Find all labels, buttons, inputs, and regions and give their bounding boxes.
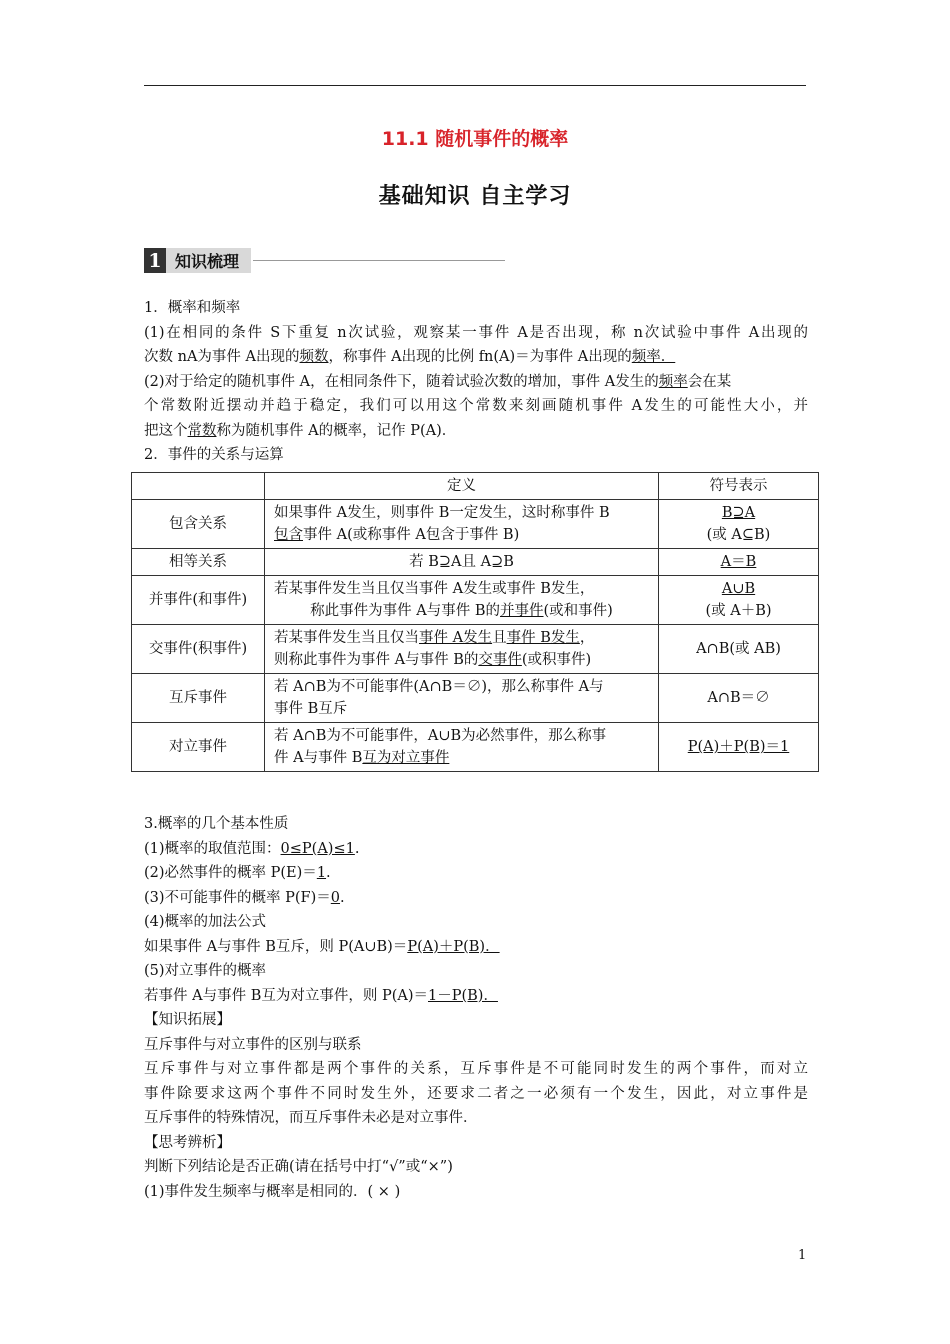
think-title: 【思考辨析】	[144, 1134, 231, 1151]
chapter-title: 11.1 随机事件的概率	[381, 128, 569, 150]
relation-definition	[265, 500, 659, 549]
page-number: 1	[798, 1248, 807, 1263]
relation-definition	[265, 674, 659, 723]
text: (或 A＋B)	[705, 603, 772, 619]
relation-symbol	[659, 576, 819, 625]
paragraph-line: 事件除要求这两个事件不同时发生外，还要求二者之一必须有一个发生，因此，对立事件是	[144, 1085, 808, 1102]
relation-symbol	[659, 723, 819, 772]
event-relations-table	[131, 472, 819, 772]
relation-definition: 若 B⊇A且 A⊇B	[265, 549, 659, 576]
text-line	[274, 747, 649, 769]
relation-symbol: A∩B(或 AB)	[659, 625, 819, 674]
text: (或和事件)	[543, 603, 613, 619]
blank-answer: 并事件	[500, 603, 544, 619]
text: .	[340, 889, 345, 906]
list-item: (4)概率的加法公式	[144, 914, 267, 930]
table-row	[132, 576, 819, 625]
blank-answer: 事件 B发生	[506, 630, 580, 646]
table-row	[132, 674, 819, 723]
text: ，	[579, 630, 595, 646]
section-badge	[144, 248, 505, 273]
table-row	[132, 625, 819, 674]
text: (或 A⊆B)	[706, 527, 771, 543]
table-header-symbol: 符号表示	[659, 473, 819, 500]
text: (或积事件)	[521, 652, 592, 668]
text: .	[326, 865, 331, 881]
text-line	[274, 600, 649, 622]
blank-answer: 互为对立事件	[362, 750, 450, 766]
text: 件 A与事件 B	[274, 750, 363, 766]
text: 如果事件 A发生，则事件 B一定发生，这时称事件 B	[274, 505, 610, 521]
blank-answer: 频率．	[631, 349, 676, 365]
relation-name: 对立事件	[132, 723, 265, 772]
paragraph-line	[144, 345, 808, 370]
text: 若事件 A与事件 B互为对立事件，则 P(A)＝	[144, 987, 428, 1004]
paragraph-line: 互斥事件与对立事件都是两个事件的关系，互斥事件是不可能同时发生的两个事件，而对立	[144, 1061, 808, 1077]
text: ，称事件 A出现的比例 fn(A)＝为事件 A出现的	[328, 349, 632, 365]
knowledge-extension-subtitle: 互斥事件与对立事件的区别与联系	[144, 1036, 362, 1053]
relation-name: 包含关系	[132, 500, 265, 549]
text-line	[274, 524, 649, 546]
badge-label: 知识梳理	[166, 248, 251, 273]
text: 次数 nA为事件 A出现的	[144, 349, 300, 365]
relation-symbol: A∩B＝∅	[659, 674, 819, 723]
text-line	[274, 627, 649, 649]
blank-answer: 0≤P(A)≤1	[280, 840, 355, 857]
text: 把这个	[144, 422, 188, 439]
list-item	[144, 984, 808, 1009]
paragraph-line: (1)在相同的条件 S下重复 n次试验，观察某一事件 A是否出现，称 n次试验中事件 A出现的	[144, 324, 808, 341]
text: 事件 A(或称事件 A包含于事件 B)	[303, 527, 520, 543]
table-cell	[132, 473, 265, 500]
relation-symbol	[659, 549, 819, 576]
text: (2)对于给定的随机事件 A，在相同条件下，随着试验次数的增加，事件 A发生的	[144, 373, 659, 390]
blank-answer: 频数	[299, 349, 329, 365]
text: 若某事件发生当且仅当	[274, 630, 419, 646]
relation-name: 交事件(积事件)	[132, 625, 265, 674]
section-title: 基础知识 自主学习	[378, 184, 572, 209]
list-item	[144, 886, 808, 911]
list-item: (5)对立事件的概率	[144, 963, 267, 979]
table-header-definition: 定义	[265, 473, 659, 500]
paragraph-line	[144, 419, 808, 444]
section-properties	[144, 812, 808, 1204]
heading-1: 1．概率和频率	[144, 300, 241, 316]
badge-number: 1	[144, 248, 166, 273]
think-intro: 判断下列结论是否正确(请在括号中打“√”或“×”)	[144, 1159, 453, 1175]
blank-answer: 常数	[187, 422, 217, 439]
text: 若 A∩B为不可能事件，A∪B为必然事件，那么称事	[274, 728, 607, 744]
blank-answer: 事件 A发生	[419, 630, 493, 646]
text: .	[354, 840, 360, 857]
blank-answer: 交事件	[478, 652, 522, 668]
text: 则称此事件为事件 A与事件 B的	[274, 652, 479, 668]
badge-line	[253, 260, 505, 261]
text: (2)必然事件的概率 P(E)＝	[144, 865, 317, 881]
knowledge-extension-title: 【知识拓展】	[144, 1012, 231, 1028]
section-probability-frequency	[144, 296, 808, 468]
paragraph-line: 互斥事件的特殊情况，而互斥事件未必是对立事件．	[144, 1110, 478, 1126]
table-row	[132, 549, 819, 576]
think-question: (1)事件发生频率与概率是相同的．( × )	[144, 1183, 401, 1200]
paragraph-line: 个常数附近摆动并趋于稳定，我们可以用这个常数来刻画随机事件 A发生的可能性大小，并	[144, 398, 808, 414]
text: 会在某	[687, 373, 732, 390]
relation-definition	[265, 576, 659, 625]
blank-answer: 1－P(B)．	[428, 987, 498, 1004]
blank-answer: 频率	[658, 373, 688, 390]
table-row	[132, 723, 819, 772]
blank-answer: 1	[316, 865, 327, 881]
list-item	[144, 837, 808, 862]
relation-name: 相等关系	[132, 549, 265, 576]
text: 事件 B互斥	[274, 701, 348, 717]
blank-answer: B⊇A	[721, 505, 756, 521]
text: 若某事件发生当且仅当事件 A发生或事件 B发生，	[274, 581, 595, 597]
heading-2: 2．事件的关系与运算	[144, 447, 284, 463]
relation-definition	[265, 723, 659, 772]
text: 称为随机事件 A的概率，记作 P(A)．	[216, 422, 457, 439]
text: (1)概率的取值范围：	[144, 840, 281, 857]
paragraph-line	[144, 370, 808, 395]
table-header-row	[132, 473, 819, 500]
blank-answer: A＝B	[720, 554, 757, 570]
blank-answer: 包含	[274, 527, 303, 543]
list-item	[144, 935, 808, 960]
text: 如果事件 A与事件 B互斥，则 P(A∪B)＝	[144, 938, 408, 955]
blank-answer: P(A)＋P(B)＝1	[687, 739, 790, 755]
text: 若 A∩B为不可能事件(A∩B＝∅)，那么称事件 A与	[274, 679, 604, 695]
table-row	[132, 500, 819, 549]
relation-name: 并事件(和事件)	[132, 576, 265, 625]
heading-3: 3.概率的几个基本性质	[144, 816, 289, 832]
blank-answer: 0	[330, 889, 341, 906]
header-rule	[144, 85, 806, 86]
relation-definition	[265, 625, 659, 674]
text: (3)不可能事件的概率 P(F)＝	[144, 889, 331, 906]
list-item	[144, 861, 808, 886]
text-line	[274, 649, 649, 671]
text: 且	[492, 630, 507, 646]
blank-answer: P(A)＋P(B)．	[407, 938, 500, 955]
text: 称此事件为事件 A与事件 B的	[310, 603, 501, 619]
relation-name: 互斥事件	[132, 674, 265, 723]
relation-symbol	[659, 500, 819, 549]
blank-answer: A∪B	[721, 581, 756, 597]
